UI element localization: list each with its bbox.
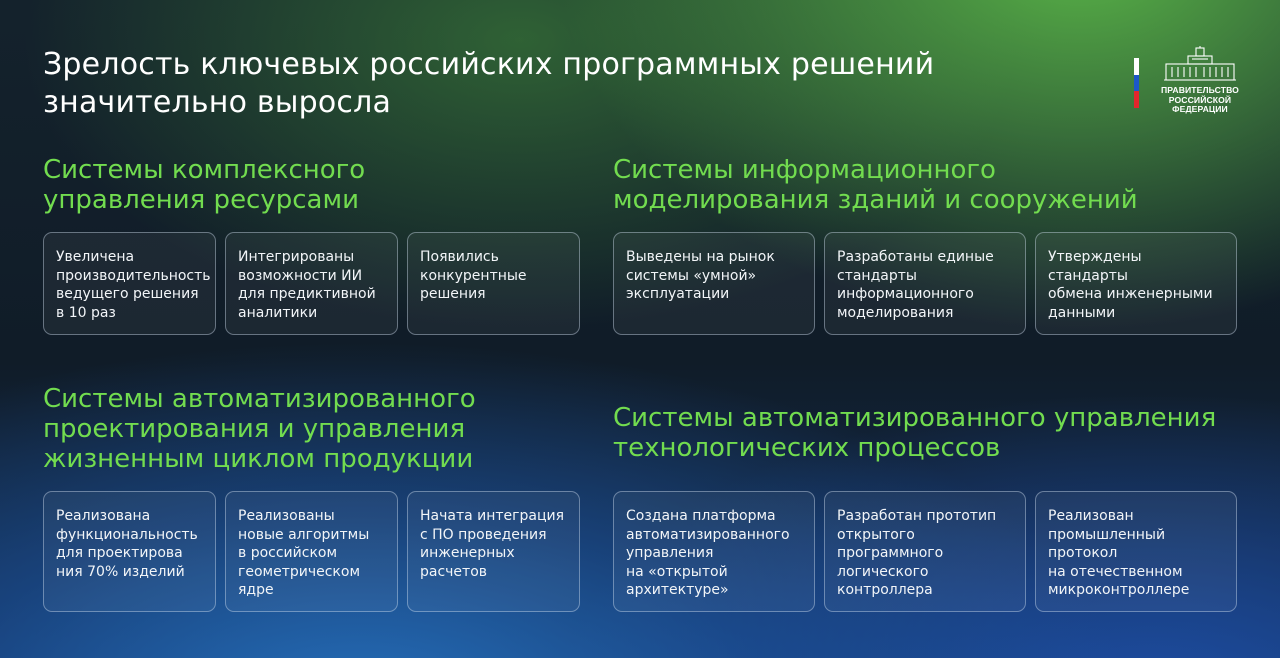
card-resource-performance: Увеличена производительность ведущего решения в 10 раз [43, 232, 216, 335]
flag-stripe-white [1134, 58, 1139, 75]
card-cad-geometric-kernel: Реализованы новые алгоритмы в российском геометрическом ядре [225, 491, 398, 612]
card-bim-data-exchange: Утверждены стандарты обмена инженерными данными [1035, 232, 1237, 335]
flag-stripe-red [1134, 91, 1139, 108]
government-logo-text: ПРАВИТЕЛЬСТВО РОССИЙСКОЙ ФЕДЕРАЦИИ [1161, 85, 1239, 114]
card-cad-engineering-integration: Начата интеграция с ПО проведения инженерных расчетов [407, 491, 580, 612]
section-title-process-control: Системы автоматизированного управления технологических процессов [613, 403, 1217, 463]
russian-flag-icon [1134, 58, 1139, 108]
card-process-protocol: Реализован промышленный протокол на отечественном микроконтроллере [1035, 491, 1237, 612]
government-logo [1130, 46, 1250, 116]
flag-stripe-blue [1134, 75, 1139, 92]
slide-title: Зрелость ключевых российских программных решений значительно выросла [43, 47, 935, 120]
section-title-bim: Системы информационного моделирования зданий и сооружений [613, 155, 1138, 215]
card-bim-standards: Разработаны единые стандарты информационного моделирования [824, 232, 1026, 335]
card-process-platform: Создана платформа автоматизированного управления на «открытой архитектуре» [613, 491, 815, 612]
card-cad-functionality: Реализована функциональность для проектирова ния 70% изделий [43, 491, 216, 612]
section-title-cad-plm: Системы автоматизированного проектирования и управления жизненным циклом продукции [43, 384, 476, 474]
section-title-resource-management: Системы комплексного управления ресурсами [43, 155, 366, 215]
card-process-plc-prototype: Разработан прототип открытого программного логического контроллера [824, 491, 1026, 612]
card-resource-competitors: Появились конкурентные решения [407, 232, 580, 335]
government-building-icon [1162, 46, 1238, 82]
card-bim-smart-operation: Выведены на рынок системы «умной» эксплуатации [613, 232, 815, 335]
card-resource-ai: Интегрированы возможности ИИ для предиктивной аналитики [225, 232, 398, 335]
